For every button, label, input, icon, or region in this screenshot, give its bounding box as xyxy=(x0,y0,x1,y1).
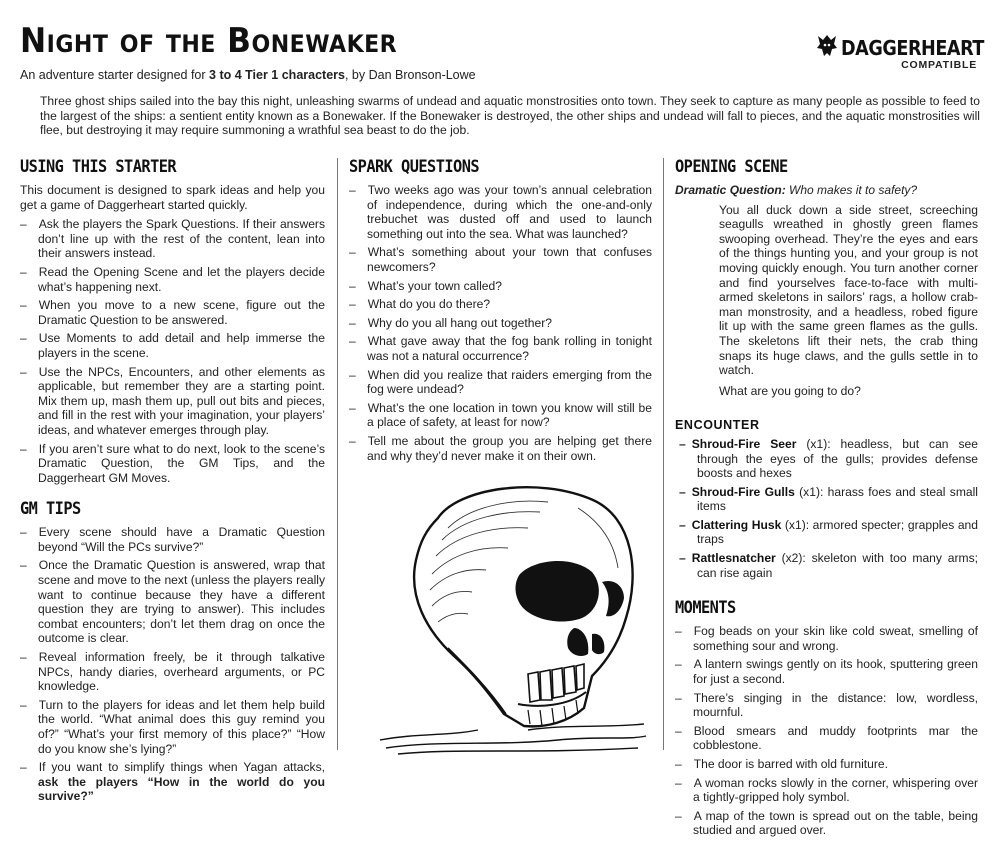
list-item xyxy=(675,518,978,547)
list-item: – Why do you all hang out together? xyxy=(349,316,652,331)
list-item: – Fog beads on your skin like cold sweat, smelling of something sour and wrong. xyxy=(675,624,978,653)
enc-detail: (x1): harass foes and steal small items xyxy=(697,484,978,514)
moments-list xyxy=(675,624,978,838)
list-item: – There’s singing in the distance: low, wordless, mournful. xyxy=(675,691,978,720)
page-title: Night of the Bonewaker xyxy=(20,21,398,61)
enc-detail: (x1): armored specter; grapples and traps xyxy=(697,517,979,547)
using-list xyxy=(20,217,325,485)
list-item: – When you move to a new scene, figure out the Dramatic Question to be answered. xyxy=(20,298,325,327)
subtitle-bold: 3 to 4 Tier 1 characters xyxy=(209,68,345,82)
column-divider xyxy=(337,158,338,750)
tip-last-pre: If you want to simplify things when Yagan attacks, xyxy=(38,760,325,775)
list-item: – If you aren’t sure what to do next, look to the scene’s Dramatic Question, the GM Tips, and the Daggerheart GM Moves. xyxy=(20,442,325,486)
list-item: – Blood smears and muddy footprints mar the cobblestone. xyxy=(675,724,978,753)
list-item: – Two weeks ago was your town’s annual celebration of independence, during which the one-and-only trebuchet was dusted off and used to launch something out into the sea. What was launched? xyxy=(349,183,652,241)
enc-detail: (x1): headless, but can see through the eyes of the gulls; provides defense boosts and hexes xyxy=(697,436,978,481)
opening-scene-text xyxy=(675,203,978,399)
using-lead: This document is designed to spark ideas and help you get a game of Daggerheart started quickly. xyxy=(20,183,325,212)
daggerheart-logo xyxy=(815,34,984,74)
list-item: – Ask the players the Spark Questions. If their answers don’t line up with the rest of the content, lean into their answers instead. xyxy=(20,217,325,261)
opening-paragraph: You all duck down a side street, screeching seagulls wreathed in ghostly green flames swooping overhead. They’re the eyes and ears of the things hunting you, and your group is not moving quickly enough. You turn another corner and find yourselves face-to-face with multi-armed skeletons in sailors’ rags, a hollow crab-man monstrosity, and a headless, robed figure lit up with the same green flames as the gulls. The skeletons lift their nets, the crab thing snaps its huge claws, and the gulls settle in to watch. xyxy=(719,202,978,378)
subtitle xyxy=(20,68,476,82)
column-right xyxy=(675,157,978,842)
list-item: – The door is barred with old furniture. xyxy=(675,757,978,772)
list-item: – Turn to the players for ideas and let them help build the world. “What animal does this guy remind you of?” “What’s your first memory of this place?” “How do you know she’s lying?” xyxy=(20,698,325,756)
list-item: – What’s the one location in town you know will still be a place of safety, at least for now? xyxy=(349,401,652,430)
column-divider xyxy=(663,158,664,750)
enc-name: Shroud-Fire Seer xyxy=(691,436,797,451)
list-item: – What’s your town called? xyxy=(349,279,652,294)
list-item xyxy=(675,485,978,514)
subtitle-pre: An adventure starter designed for xyxy=(20,68,210,82)
list-item: – Once the Dramatic Question is answered, wrap that scene and move to the next (unless the players really want to continue because they have a different question they are trying to answer). This includes combat encounters; don’t let them drag on once the outcome is clear. xyxy=(20,558,325,646)
list-item: – Use the NPCs, Encounters, and other elements as applicable, but remember they are a starting point. Mix them up, mash them up, pull out bits and pieces, and fill in the rest with your imagination, your players’ ideas, and whatever emerges through play. xyxy=(20,365,325,438)
list-item: – A map of the town is spread out on the table, being studied and argued over. xyxy=(675,809,978,838)
gm-tips-list xyxy=(20,525,325,804)
dq-label: Dramatic Question: xyxy=(675,183,786,197)
skull-illustration-icon xyxy=(378,478,648,758)
list-item xyxy=(20,760,325,804)
list-item: – When did you realize that raiders emerging from the fog were undead? xyxy=(349,368,652,397)
gm-tips-heading: GM TIPS xyxy=(20,499,81,520)
opening-prompt: What are you going to do? xyxy=(719,383,861,398)
spark-list xyxy=(349,183,652,463)
subtitle-post: , by Dan Bronson-Lowe xyxy=(344,68,476,82)
list-item: – Use Moments to add detail and help immerse the players in the scene. xyxy=(20,331,325,360)
intro-paragraph: Three ghost ships sailed into the bay this night, unleashing swarms of undead and aquatic monstrosities onto town. They seek to capture as many people as possible to feed to the largest of the ships: a sentient entity known as a Bonewaker. If the Bonewaker is destroyed, the other ships and undead will fall to pieces, and the aquatic monstrosities will flee, but destroying it may require summoning a wrathful sea beast to do the job. xyxy=(40,94,980,138)
list-item: – A lantern swings gently on its hook, sputtering green for just a second. xyxy=(675,657,978,686)
column-left xyxy=(20,157,325,808)
dramatic-question xyxy=(675,183,978,198)
list-item: – Tell me about the group you are helping get there and why they’d never make it on their own. xyxy=(349,434,652,463)
list-item: – What’s something about your town that confuses newcomers? xyxy=(349,245,652,274)
encounter-list xyxy=(675,437,978,580)
using-heading: USING THIS STARTER xyxy=(20,157,177,177)
list-item: – What do you do there? xyxy=(349,297,652,312)
logo-wordmark: DAGGERHEART xyxy=(841,36,984,60)
list-item: – What gave away that the fog bank rolling in tonight was not a natural occurrence? xyxy=(349,334,652,363)
enc-name: Rattlesnatcher xyxy=(691,551,776,566)
enc-detail: (x2): skeleton with too many arms; can rise again xyxy=(697,551,978,580)
list-item: – Reveal information freely, be it through talkative NPCs, handy diaries, overheard arguments, or PC knowledge. xyxy=(20,650,325,694)
moments-heading: MOMENTS xyxy=(675,598,736,619)
opening-heading: OPENING SCENE xyxy=(675,157,788,177)
list-item: – Read the Opening Scene and let the players decide what’s happening next. xyxy=(20,265,325,294)
encounter-heading: ENCOUNTER xyxy=(675,418,760,433)
tip-last-bold: ask the players “How in the world do you survive?” xyxy=(38,774,325,804)
enc-name: Shroud-Fire Gulls xyxy=(691,484,795,499)
list-item xyxy=(675,437,978,481)
list-item: – Every scene should have a Dramatic Question beyond “Will the PCs survive?” xyxy=(20,525,325,554)
column-middle xyxy=(349,157,652,467)
dragon-crest-icon xyxy=(815,34,839,60)
list-item xyxy=(675,551,978,580)
list-item: – A woman rocks slowly in the corner, whispering over a tightly-gripped holy symbol. xyxy=(675,776,978,805)
dq-text: Who makes it to safety? xyxy=(785,183,918,197)
spark-heading: SPARK QUESTIONS xyxy=(349,157,480,177)
logo-compatible: COMPATIBLE xyxy=(901,59,977,71)
enc-name: Clattering Husk xyxy=(691,517,782,532)
